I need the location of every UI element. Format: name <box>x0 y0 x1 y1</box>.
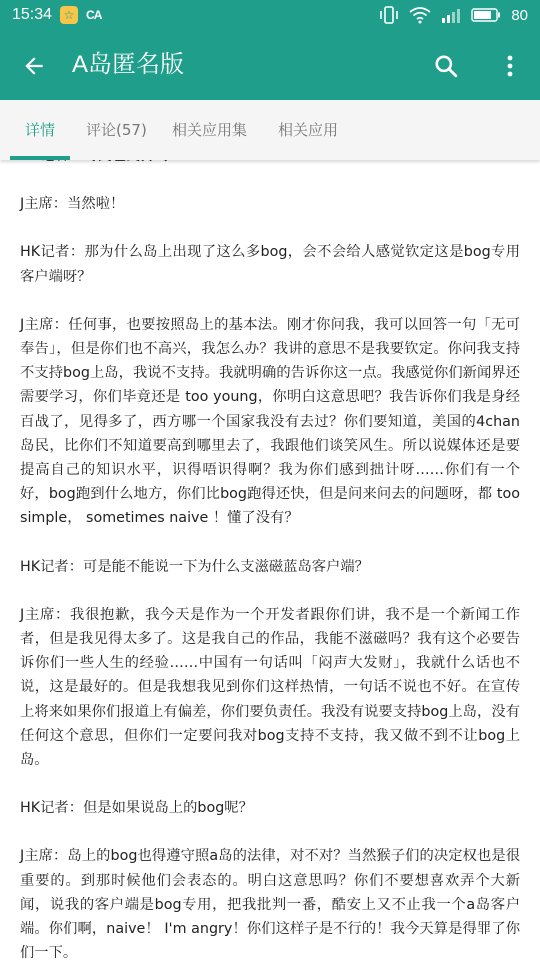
arrow-left-icon <box>21 53 47 79</box>
more-options-button[interactable] <box>488 44 532 88</box>
search-icon <box>433 53 459 79</box>
battery-icon <box>471 7 501 23</box>
status-bar <box>0 0 540 32</box>
tab-bar <box>0 100 540 160</box>
status-left <box>12 6 101 24</box>
tab-related-collections[interactable]: 相关应用集 <box>172 121 248 139</box>
article-paragraph: J主席：我很抱歉，我今天是作为一个开发者跟你们讲，我不是一个新闻工作者，但是我见得太多了。这是我自己的作品，我能不滋磁吗？我有这个必要告诉你们一些人生的经验……中国有一句话叫「闷声大发财」，我就什么话也不说，这是最好的。但是我想我见到你们这样热情，一句话不说也不好。在宣传上将来如果你们报道上有偏差，你们要负责任。我没有说要支持bog上岛，没有任何这个意思，但你们一定要问我对bog支持不支持，我又做不到不让bog上岛。 <box>20 606 520 769</box>
vibrate-icon <box>379 6 399 24</box>
article-paragraph: J主席：当然啦！ <box>20 196 125 213</box>
details-content[interactable] <box>0 160 540 960</box>
battery-level: 80 <box>511 6 528 24</box>
article-paragraph: J主席：岛上的bog也得遵守照a岛的法律，对不对？当然猴子们的决定权也是很重要的。到那时候他们会表态的。明白这意思吗？你们不要想喜欢弄个大新闻，说我的客户端是bog专用，把我批判一番，酷安上又不止我一个a岛客户端。你们啊，naive！ I'm angry！你们这样子是不行的！我今天算是得罪了你们一下。 <box>20 848 520 962</box>
app-bar <box>0 0 540 100</box>
search-button[interactable] <box>424 44 468 88</box>
status-right <box>379 6 528 24</box>
back-button[interactable] <box>12 44 56 88</box>
article-paragraph: HK记者：可是能不能说一下为什么支滋磁蓝岛客户端？ <box>20 558 369 575</box>
article-paragraph: HK记者：那为什么岛上出现了这么多bog，会不会给人感觉钦定这是bog专用客户端呀？ <box>20 244 520 285</box>
article-paragraph: J主席：任何事，也要按照岛上的基本法。刚才你问我，我可以回答一句「无可奉告」，但是你们也不高兴，我怎么办？我讲的意思不是我要钦定。你问我支持不支持bog上岛，我说不支持。我就明确的告诉你这一点。我感觉你们新闻界还需要学习，你们毕竟还是 too young，你明白这意思吧？我告诉你们我是身经百战了，见得多了，西方哪一个国家我没有去过？你们要知道，美国的4chan岛民，比你们不知道要高到哪里去了，我跟他们谈笑风生。所以说媒体还是要提高自己的知识水平，识得唔识得啊？我为你们感到拙计呀……你们有一个好，bog跑到什么地方，你们比bog跑得还快，但是问来问去的问题呀，都 too simple， sometimes naive ！懂了没有？ <box>20 316 520 527</box>
more-vert-icon <box>498 53 522 79</box>
tab-comments[interactable]: 评论(57) <box>86 121 147 139</box>
signal-icon <box>441 7 461 23</box>
article-paragraph: HK记者：但是如果说岛上的bog呢？ <box>20 800 253 817</box>
page-title: A岛匿名版 <box>72 51 185 78</box>
carrier-tag: CA <box>86 8 102 22</box>
notification-star-icon: ☆ <box>60 6 78 24</box>
tab-related-apps[interactable]: 相关应用 <box>278 121 339 139</box>
status-time: 15:34 <box>12 6 53 23</box>
tab-details[interactable]: 详情 <box>25 121 56 139</box>
toolbar <box>0 32 540 100</box>
tab-indicator <box>10 156 70 160</box>
article-body <box>0 144 540 965</box>
wifi-icon <box>409 6 431 24</box>
